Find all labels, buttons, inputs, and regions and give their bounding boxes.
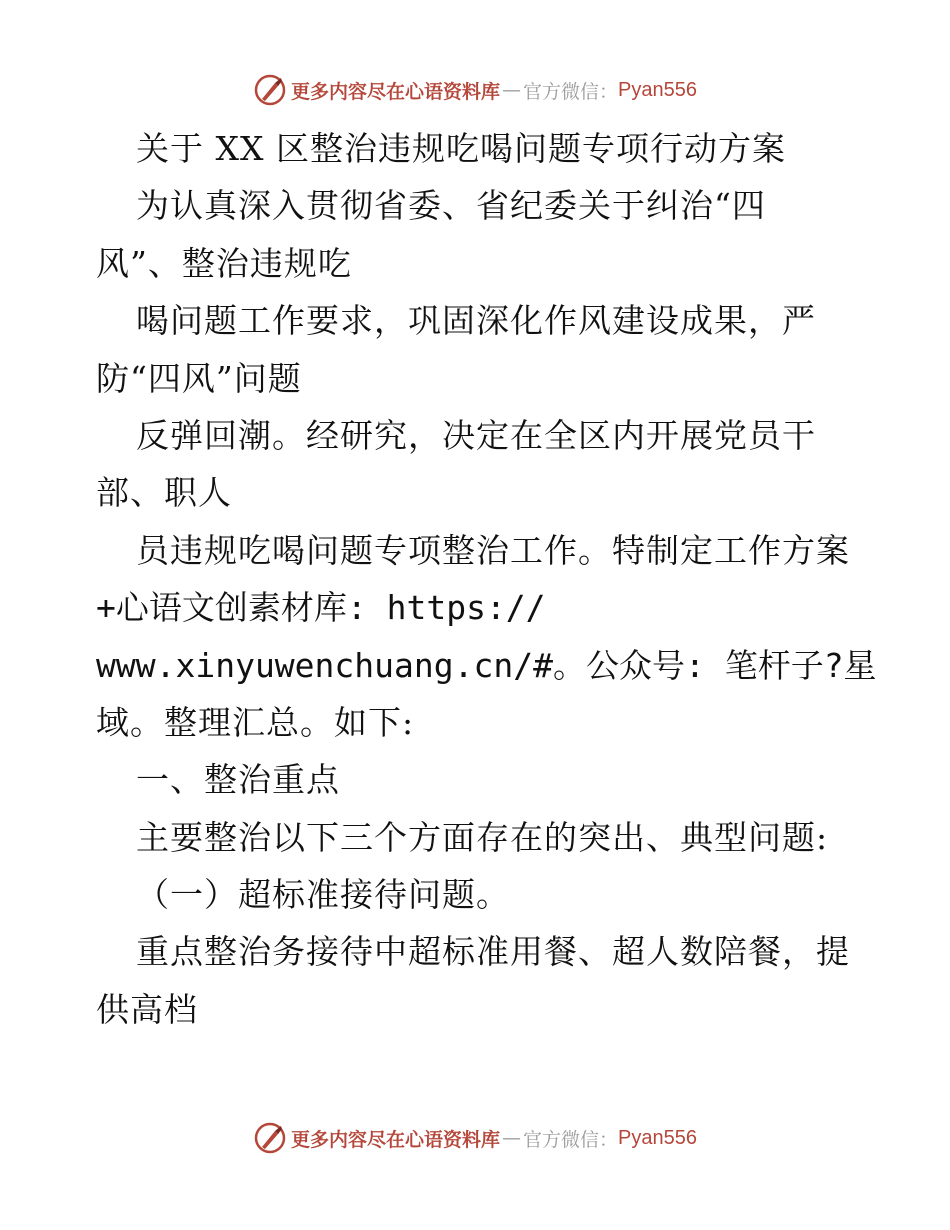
subsection-heading: （一）超标准接待问题。 [136, 875, 510, 915]
doc-title: 关于 XX 区整治违规吃喝问题专项行动方案 [136, 129, 786, 168]
banner-wechat-id: Pyan556 [618, 78, 697, 101]
text-line-url: www.xinyuwenchuang.cn/#。公众号: 笔杆子?星 [96, 645, 877, 685]
text-line: 供高档 [96, 989, 198, 1029]
banner-wechat-label: 官方微信： [523, 1128, 619, 1151]
text-line: 域。整理汇总。如下: [96, 702, 415, 742]
text-line: 反弹回潮。经研究，决定在全区内开展党员干 [136, 415, 816, 455]
footer-watermark-banner [0, 1118, 950, 1158]
document-body [96, 120, 877, 1038]
text-line: 主要整治以下三个方面存在的突出、典型问题: [136, 817, 829, 857]
banner-brand-text: 更多内容尽在心语资料库 [291, 1128, 501, 1151]
text-line: 为认真深入贯彻省委、省纪委关于纠治“四 [136, 186, 766, 226]
section-heading: 一、整治重点 [136, 760, 340, 800]
quill-logo-icon [253, 73, 287, 107]
banner-wechat-id: Pyan556 [618, 1126, 697, 1149]
text-line: 部、职人 [96, 473, 232, 513]
text-line: 喝问题工作要求，巩固深化作风建设成果，严 [136, 301, 816, 341]
banner-brand-text: 更多内容尽在心语资料库 [291, 80, 501, 103]
text-line: 风”、整治违规吃 [96, 243, 352, 283]
header-watermark-banner [0, 70, 950, 110]
text-line: 重点整治务接待中超标准用餐、超人数陪餐，提 [136, 932, 850, 972]
text-line-url: +心语文创素材库: https:// [96, 588, 546, 628]
text-line: 防“四风”问题 [96, 358, 302, 398]
quill-logo-icon [253, 1121, 287, 1155]
banner-separator: — [502, 1127, 522, 1149]
text-line: 员违规吃喝问题专项整治工作。特制定工作方案 [136, 530, 850, 570]
banner-wechat-label: 官方微信： [523, 80, 619, 103]
banner-separator: — [502, 79, 522, 101]
